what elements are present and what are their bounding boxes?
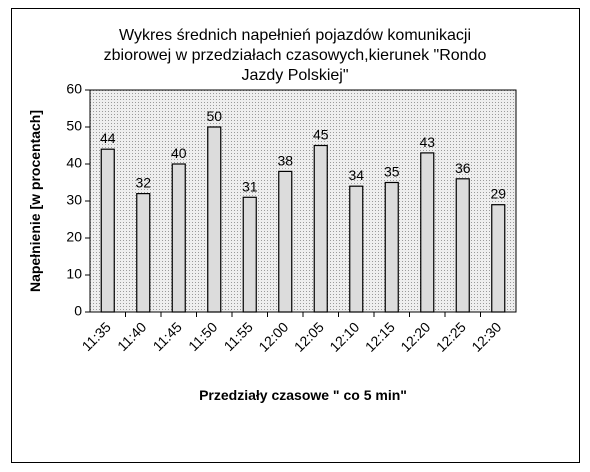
- plot-area: [90, 90, 516, 312]
- chart-title-line: zbiorowej w przedziałach czasowych,kierunek "Rondo: [103, 47, 487, 64]
- data-label: 35: [383, 163, 400, 180]
- y-tick-label: 20: [66, 228, 82, 245]
- y-tick-label: 0: [74, 302, 82, 319]
- x-axis: [79, 312, 505, 355]
- bar: [492, 205, 505, 312]
- x-tick-label: 12:05: [290, 318, 327, 355]
- x-tick-label: 12:00: [255, 318, 292, 355]
- bar: [350, 186, 363, 312]
- bar: [385, 183, 398, 313]
- data-label: 36: [454, 159, 471, 176]
- x-tick-label: 11:40: [114, 318, 150, 355]
- bar: [101, 149, 114, 312]
- x-tick-label: 12:10: [326, 318, 363, 355]
- y-tick-label: 50: [66, 117, 82, 134]
- x-tick-label: 12:20: [397, 318, 434, 355]
- x-tick-label: 12:15: [361, 318, 398, 355]
- bar: [314, 146, 327, 313]
- data-label: 29: [490, 185, 507, 202]
- y-axis-title: Napełnienie [w procentach]: [27, 109, 43, 293]
- chart-title-line: Jazdy Polskiej": [241, 67, 349, 84]
- bar: [172, 164, 185, 312]
- x-axis-title: Przedziały czasowe " co 5 min": [199, 387, 407, 403]
- data-label: 32: [135, 174, 152, 191]
- y-tick-label: 10: [66, 265, 82, 282]
- data-label: 34: [348, 167, 365, 184]
- chart-title-line: Wykres średnich napełnień pojazdów komunikacji: [118, 27, 472, 44]
- bar: [456, 179, 469, 312]
- y-axis: [66, 81, 90, 319]
- y-tick-label: 40: [66, 154, 82, 171]
- data-label: 45: [312, 126, 329, 143]
- bar: [421, 153, 434, 312]
- data-label: 31: [241, 178, 258, 195]
- x-tick-label: 12:30: [468, 318, 505, 355]
- bar: [208, 127, 221, 312]
- x-tick-label: 11:35: [78, 318, 114, 355]
- data-label: 43: [419, 133, 436, 150]
- data-label: 50: [206, 108, 223, 124]
- x-tick-label: 11:50: [185, 318, 221, 355]
- y-tick-label: 60: [66, 80, 82, 97]
- y-tick-label: 30: [66, 191, 82, 208]
- data-label: 44: [99, 130, 116, 147]
- bar: [243, 197, 256, 312]
- data-label: 38: [277, 152, 294, 169]
- bar: [137, 194, 150, 312]
- x-tick-label: 11:45: [149, 318, 185, 355]
- x-tick-label: 11:55: [220, 318, 256, 355]
- x-tick-label: 12:25: [432, 318, 469, 355]
- data-label: 40: [170, 145, 187, 161]
- bar: [279, 171, 292, 312]
